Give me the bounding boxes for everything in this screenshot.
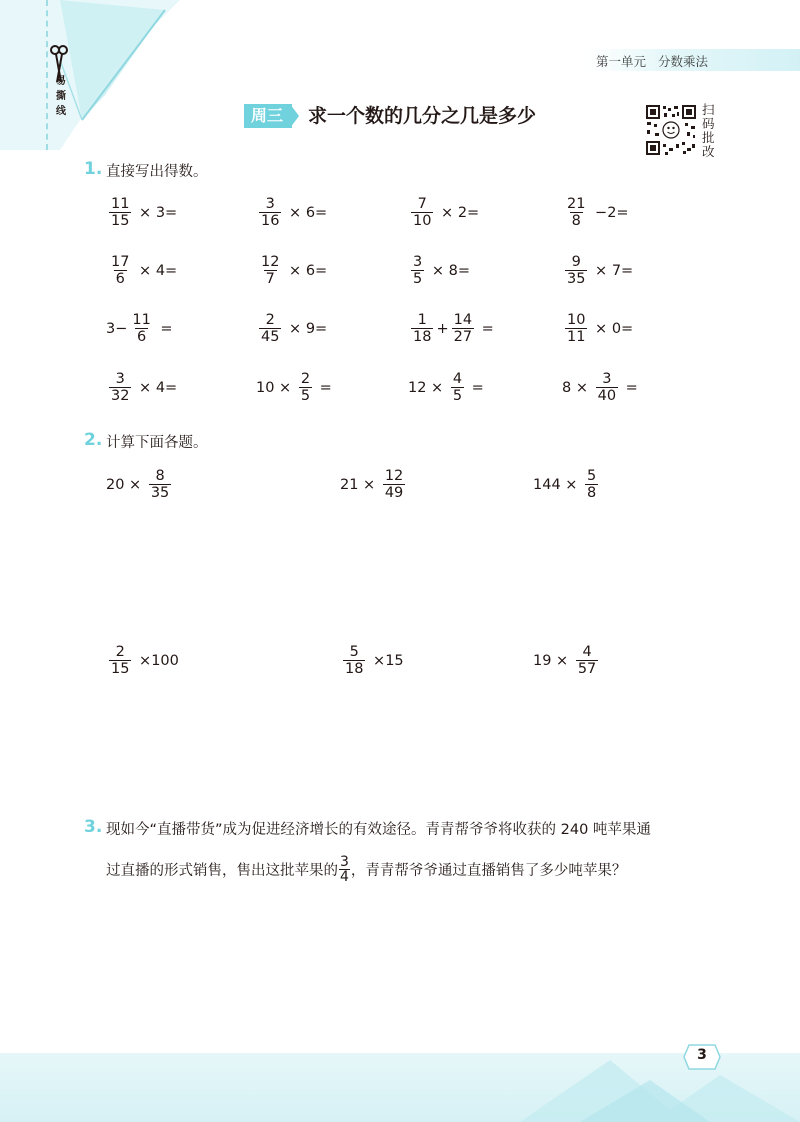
fraction-denominator: 40 <box>597 388 617 404</box>
expression-text: = <box>155 321 173 337</box>
fraction-numerator: 8 <box>155 468 165 484</box>
fraction <box>585 469 598 501</box>
word-problem-line-2 <box>106 855 626 884</box>
fraction-numerator: 7 <box>417 196 427 212</box>
math-expression <box>106 465 174 505</box>
fraction-numerator: 11 <box>111 196 130 212</box>
fraction <box>259 197 281 229</box>
fraction <box>452 313 474 345</box>
fraction <box>259 313 281 345</box>
expression-text: × 4= <box>134 263 178 279</box>
expression-text: × 6= <box>284 263 328 279</box>
fraction-denominator: 32 <box>111 388 130 404</box>
fraction-denominator: 15 <box>111 661 130 677</box>
word-problem-text-before: 过直播的形式销售，售出这批苹果的 <box>106 863 338 879</box>
fraction-numerator: 3 <box>602 371 612 387</box>
expression-text: ×100 <box>134 653 179 669</box>
expression-text: × 8= <box>427 263 470 279</box>
day-tag: 周三 <box>244 104 292 128</box>
fraction <box>109 372 131 404</box>
fraction <box>565 313 587 345</box>
page-title: 求一个数的几分之几是多少 <box>308 105 537 127</box>
fraction <box>565 197 587 229</box>
fraction-denominator: 5 <box>452 388 463 404</box>
fraction <box>259 255 281 287</box>
fraction-numerator: 12 <box>261 254 280 270</box>
qr-label: 扫码批改 <box>702 102 715 159</box>
fraction-numerator: 1 <box>417 312 427 328</box>
word-problem-line-1: 现如今“直播带货”成为促进经济增长的有效途径。青青帮爷爷将收获的 240 吨苹果通 <box>106 822 651 838</box>
fraction-denominator: 6 <box>115 271 125 287</box>
fraction-numerator: 3 <box>115 371 125 387</box>
corner-decoration <box>0 0 180 150</box>
expression-text: 19 × <box>533 653 573 669</box>
math-expression <box>106 193 177 233</box>
math-expression <box>562 309 633 349</box>
fraction-numerator: 12 <box>384 468 404 484</box>
fraction-numerator: 2 <box>115 644 125 660</box>
expression-text: × 6= <box>284 205 328 221</box>
expression-text: × 9= <box>284 321 328 337</box>
expression-text: = <box>467 380 484 396</box>
expression-text: 144 × <box>533 477 583 493</box>
fraction-denominator: 5 <box>300 388 311 404</box>
fraction <box>299 372 312 404</box>
day-tag-arrow <box>290 104 299 128</box>
topic-label: 分数乘法 <box>658 54 709 69</box>
fraction-denominator: 27 <box>453 329 473 345</box>
expression-text: = <box>621 380 638 396</box>
unit-header <box>596 52 720 70</box>
math-expression <box>256 251 327 291</box>
expression-text: 10 × <box>256 380 296 396</box>
expression-text: × 4= <box>134 380 178 396</box>
fraction-denominator: 6 <box>136 329 147 345</box>
math-expression <box>533 641 601 681</box>
fraction-numerator: 5 <box>587 468 597 484</box>
fraction <box>411 255 424 287</box>
expression-text: = <box>315 380 332 396</box>
math-expression <box>408 309 494 349</box>
fraction-numerator: 5 <box>349 644 359 660</box>
section-3-number: 3. <box>84 817 103 837</box>
expression-text: + <box>436 321 449 337</box>
fraction-denominator: 4 <box>340 869 349 885</box>
expression-text: ×15 <box>368 653 404 669</box>
cut-line-label: 易撕线 <box>56 76 66 117</box>
fraction <box>596 372 618 404</box>
word-problem-text-after: ，青青帮爷爷通过直播销售了多少吨苹果？ <box>350 863 627 879</box>
section-2-number: 2. <box>84 430 103 450</box>
fraction-denominator: 35 <box>150 485 170 501</box>
qr-code-icon[interactable] <box>645 104 697 156</box>
math-expression <box>340 465 408 505</box>
fraction-numerator: 2 <box>265 312 275 328</box>
fraction-denominator: 18 <box>413 329 432 345</box>
fraction <box>109 645 131 677</box>
math-expression <box>562 251 633 291</box>
footer-decoration <box>520 1040 800 1122</box>
fraction <box>565 255 587 287</box>
expression-text: 8 × <box>562 380 593 396</box>
fraction-numerator: 4 <box>452 371 463 387</box>
math-expression <box>106 309 173 349</box>
fraction-denominator: 10 <box>413 213 432 229</box>
fraction-numerator: 11 <box>132 312 151 328</box>
fraction <box>130 313 152 345</box>
section-1-title: 直接写出得数。 <box>106 164 208 180</box>
fraction <box>343 645 365 677</box>
expression-text: × 7= <box>590 263 634 279</box>
expression-text: × 0= <box>590 321 634 337</box>
math-expression <box>256 193 327 233</box>
fraction-numerator: 3 <box>413 254 423 270</box>
math-expression <box>562 193 629 233</box>
fraction-numerator: 17 <box>111 254 130 270</box>
word-problem-fraction <box>339 855 350 884</box>
section-1-number: 1. <box>84 159 103 179</box>
math-expression <box>106 368 177 408</box>
expression-text: 3− <box>106 321 128 337</box>
fraction <box>109 197 131 229</box>
fraction <box>576 645 598 677</box>
cut-line <box>46 0 48 150</box>
math-expression <box>256 309 327 349</box>
math-expression <box>106 251 177 291</box>
fraction-numerator: 21 <box>567 196 586 212</box>
fraction-numerator: 2 <box>300 371 311 387</box>
fraction-denominator: 11 <box>567 329 586 345</box>
fraction-denominator: 8 <box>587 485 597 501</box>
math-expression <box>256 368 332 408</box>
fraction-numerator: 14 <box>453 312 473 328</box>
fraction-denominator: 5 <box>413 271 423 287</box>
fraction-denominator: 7 <box>265 271 275 287</box>
fraction-numerator: 10 <box>567 312 586 328</box>
math-expression <box>408 193 479 233</box>
fraction-numerator: 9 <box>571 254 581 270</box>
fraction <box>451 372 464 404</box>
fraction-numerator: 3 <box>265 196 275 212</box>
math-expression <box>533 465 601 505</box>
expression-text: × 3= <box>134 205 178 221</box>
fraction <box>149 469 171 501</box>
fraction-denominator: 45 <box>261 329 280 345</box>
fraction <box>383 469 405 501</box>
fraction-denominator: 18 <box>345 661 364 677</box>
expression-text: = <box>477 321 494 337</box>
math-expression <box>340 641 404 681</box>
fraction-denominator: 16 <box>261 213 280 229</box>
expression-text: × 2= <box>436 205 480 221</box>
math-expression <box>106 641 179 681</box>
expression-text: 20 × <box>106 477 146 493</box>
fraction <box>411 313 433 345</box>
expression-text: −2= <box>590 205 629 221</box>
fraction-numerator: 3 <box>340 854 349 870</box>
math-expression <box>408 368 484 408</box>
fraction-denominator: 57 <box>577 661 597 677</box>
section-2-title: 计算下面各题。 <box>106 435 208 451</box>
fraction <box>411 197 433 229</box>
fraction-denominator: 15 <box>111 213 130 229</box>
fraction-denominator: 8 <box>571 213 581 229</box>
fraction-numerator: 4 <box>582 644 592 660</box>
fraction-denominator: 49 <box>384 485 404 501</box>
fraction-denominator: 35 <box>567 271 586 287</box>
fraction <box>109 255 131 287</box>
expression-text: 12 × <box>408 380 448 396</box>
math-expression <box>408 251 470 291</box>
math-expression <box>562 368 638 408</box>
page-number: 3 <box>697 1047 707 1063</box>
expression-text: 21 × <box>340 477 380 493</box>
unit-label: 第一单元 <box>596 54 647 69</box>
